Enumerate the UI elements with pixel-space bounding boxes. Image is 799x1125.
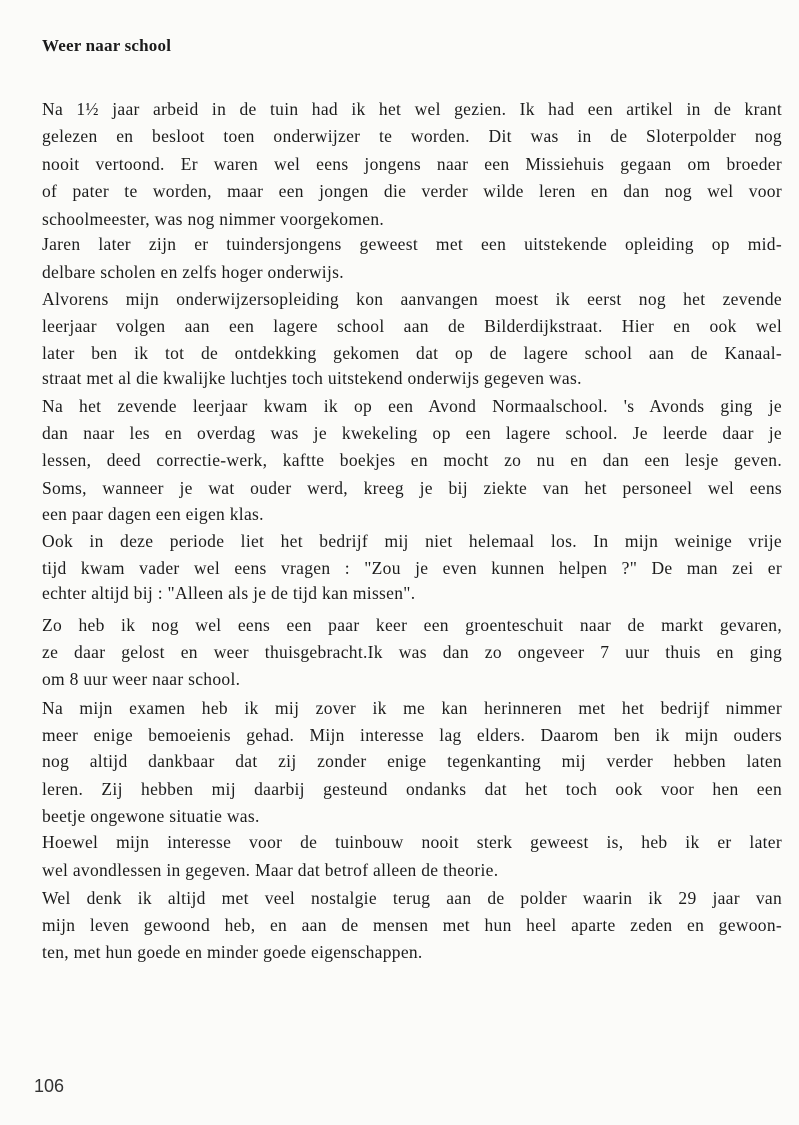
text-line: wel avondlessen in gegeven. Maar dat betrof alleen de theorie. — [42, 860, 499, 880]
text-line: Zo heb ik nog wel eens een paar keer een groenteschuit naar de markt gevaren, — [42, 615, 782, 635]
text-line: later ben ik tot de ontdekking gekomen dat op de lagere school aan de Kanaal- — [42, 343, 782, 363]
text-line: ze daar gelost en weer thuisgebracht.Ik was dan zo ongeveer 7 uur thuis en ging — [42, 642, 782, 662]
text-line: om 8 uur weer naar school. — [42, 669, 241, 689]
text-line: straat met al die kwalijke luchtjes toch uitstekend onderwijs gegeven was. — [42, 368, 582, 388]
text-line: lessen, deed correctie-werk, kaftte boekjes en mocht zo nu en dan een lesje geven. — [42, 450, 782, 470]
text-line: ten, met hun goede en minder goede eigenschappen. — [42, 942, 423, 962]
section-title: Weer naar school — [42, 36, 172, 55]
text-line: gelezen en besloot toen onderwijzer te worden. Dit was in de Sloterpolder nog — [42, 126, 782, 146]
text-line: Jaren later zijn er tuindersjongens geweest met een uitstekende opleiding op mid- — [42, 234, 782, 254]
text-line: Na mijn examen heb ik mij zover ik me kan herinneren met het bedrijf nimmer — [42, 698, 782, 718]
text-line: nog altijd dankbaar dat zij zonder enige tegenkanting mij verder hebben laten — [42, 751, 782, 771]
text-line: een paar dagen een eigen klas. — [42, 504, 264, 524]
text-line: Alvorens mijn onderwijzersopleiding kon aanvangen moest ik eerst nog het zevende — [42, 289, 782, 309]
page-number: 106 — [34, 1076, 65, 1096]
text-line: mijn leven gewoond heb, en aan de mensen met hun heel aparte zeden en gewoon- — [42, 915, 782, 935]
text-line: meer enige bemoeienis gehad. Mijn interesse lag elders. Daarom ben ik mijn ouders — [42, 725, 782, 745]
text-line: leerjaar volgen aan een lagere school aan de Bilderdijkstraat. Hier en ook wel — [42, 316, 782, 336]
text-line: tijd kwam vader wel eens vragen : "Zou je even kunnen helpen ?" De man zei er — [42, 558, 782, 578]
text-line: Ook in deze periode liet het bedrijf mij niet helemaal los. In mijn weinige vrije — [42, 531, 782, 551]
text-line: nooit vertoond. Er waren wel eens jongens naar een Missiehuis gegaan om broeder — [42, 154, 782, 174]
text-line: leren. Zij hebben mij daarbij gesteund ondanks dat het toch ook voor hen een — [42, 779, 782, 799]
text-line: Hoewel mijn interesse voor de tuinbouw nooit sterk geweest is, heb ik er later — [42, 832, 782, 852]
text-line: echter altijd bij : "Alleen als je de tijd kan missen". — [42, 583, 416, 603]
text-line: delbare scholen en zelfs hoger onderwijs. — [42, 262, 344, 282]
text-line: Na 1½ jaar arbeid in de tuin had ik het wel gezien. Ik had een artikel in de krant — [42, 99, 782, 119]
text-line: beetje ongewone situatie was. — [42, 806, 260, 826]
text-line: Wel denk ik altijd met veel nostalgie terug aan de polder waarin ik 29 jaar van — [42, 888, 782, 908]
text-line: Na het zevende leerjaar kwam ik op een Avond Normaalschool. 's Avonds ging je — [42, 396, 782, 416]
text-line: schoolmeester, was nog nimmer voorgekomen. — [42, 209, 385, 229]
text-line: dan naar les en overdag was je kwekeling op een lagere school. Je leerde daar je — [42, 423, 782, 443]
text-line: Soms, wanneer je wat ouder werd, kreeg je bij ziekte van het personeel wel eens — [42, 478, 782, 498]
text-line: of pater te worden, maar een jongen die verder wilde leren en dan nog wel voor — [42, 181, 782, 201]
